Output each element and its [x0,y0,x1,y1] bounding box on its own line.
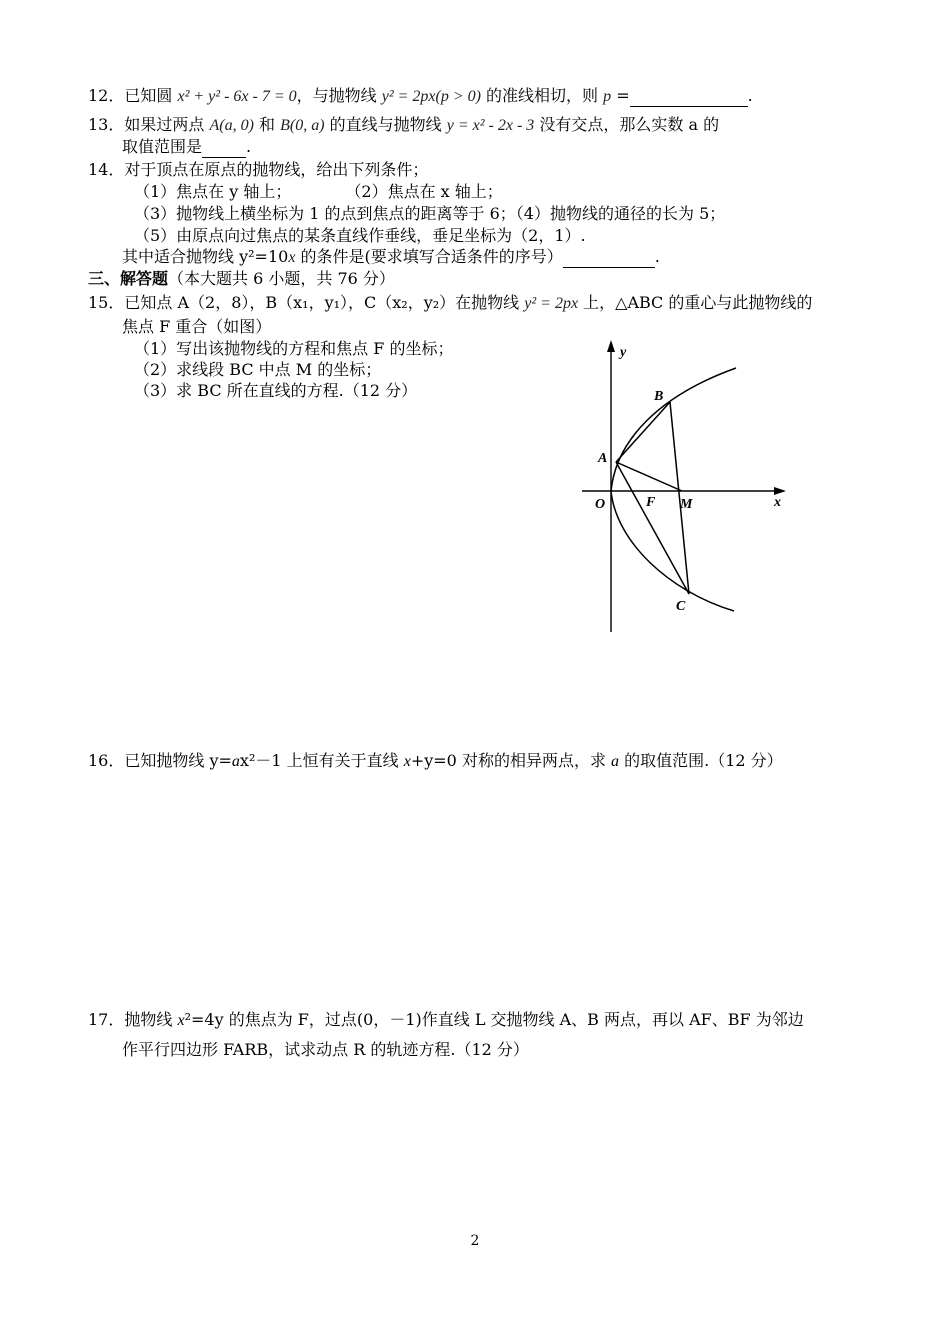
answer-blank[interactable] [563,247,655,268]
section-title: 三、解答题 [88,269,169,288]
label-A: A [598,451,608,466]
variable-a: a [611,753,620,770]
parabola-equation: y² = 2px(p > 0) [381,88,481,105]
section-note: （本大题共 6 小题，共 76 分） [168,269,395,288]
question-number: 15． [88,293,125,312]
text: 的条件是(要求填写合适条件的序号） [295,247,563,266]
question-12 [88,86,753,107]
label-y: y [620,345,627,360]
text: 取值范围是 [122,137,203,156]
question-15-part-1 [134,339,453,359]
text: 作平行四边形 FARB，试求动点 R 的轨迹方程.（12 分） [122,1040,529,1059]
text: 已知点 A（2，8），B（x₁，y₁），C（x₂，y₂）在抛物线 [124,293,525,312]
x-axis-arrow-icon [774,487,786,495]
point-B: B(0, a) [280,117,325,134]
question-15-part-2 [134,360,381,380]
variable-a: a [231,753,240,770]
parabola-equation: y = x² - 2x - 3 [446,117,535,134]
segment-AB [616,402,670,462]
text: . [246,137,252,156]
variable-x: x [288,249,296,266]
parabola-lower-branch [611,491,734,611]
question-14-condition-5 [134,226,586,246]
label-F: F [646,495,656,510]
text: 的准线相切，则 [480,86,604,105]
text: 焦点 F 重合（如图） [122,317,272,336]
text: . [747,86,753,105]
question-16 [88,751,783,772]
text: 对于顶点在原点的抛物线，给出下列条件； [124,160,429,179]
variable-x: x [177,1012,185,1029]
text: +y=0 对称的相异两点，求 [410,751,612,770]
condition-2: （2）焦点在 x 轴上； [345,182,503,201]
variable-p: p [603,88,612,105]
question-number: 12． [88,86,125,105]
label-O: O [595,497,606,512]
text: 如果过两点 [124,115,210,134]
label-x: x [774,495,781,510]
text: x²－1 上恒有关于直线 [239,751,404,770]
question-number: 13． [88,115,125,134]
circle-equation: x² + y² - 6x - 7 = 0 [177,88,297,105]
y-axis-arrow-icon [607,340,615,352]
question-number: 16． [88,751,125,770]
page-number: 2 [470,1233,480,1249]
condition-5: （5）由原点向过焦点的某条直线作垂线，垂足坐标为（2，1）. [134,226,586,245]
condition-3-4: （3）抛物线上横坐标为 1 的点到焦点的距离等于 6；（4）抛物线的通径的长为 5； [134,204,726,223]
text: 已知圆 [124,86,178,105]
label-B: B [654,389,664,404]
text: 的取值范围.（12 分） [619,751,783,770]
answer-blank[interactable] [630,86,748,107]
text: ²=4y 的焦点为 F，过点(0，－1)作直线 L 交抛物线 A、B 两点，再以 AF、BF 为邻边 [184,1010,804,1029]
text: （2）求线段 BC 中点 M 的坐标； [134,360,382,379]
text: 的直线与抛物线 [324,115,447,134]
question-14-conditions-3-4 [134,204,725,224]
median-AM [616,462,682,491]
parabola-upper-branch [611,368,736,491]
question-13 [88,115,719,136]
text: （1）写出该抛物线的方程和焦点 F 的坐标； [134,339,454,358]
text: 已知抛物线 y= [124,751,232,770]
question-15 [88,293,812,314]
text: 其中适合抛物线 y²=10 [122,247,289,266]
text: . [654,247,660,266]
question-15-part-3 [134,381,417,401]
question-15-line2 [122,317,271,337]
question-number: 17． [88,1010,125,1029]
variable-x: x [403,753,411,770]
question-14 [88,160,428,180]
condition-1: （1）焦点在 y 轴上； [134,182,292,201]
parabola-equation: y² = 2px [524,295,579,312]
text: 和 [253,115,281,134]
section-heading [88,269,395,289]
question-number: 14． [88,160,125,179]
label-M: M [680,497,693,512]
question-17 [88,1010,804,1031]
text: 上，△ABC 的重心与此抛物线的 [578,293,813,312]
text: 抛物线 [124,1010,178,1029]
point-A: A(a, 0) [209,117,254,134]
parabola-triangle-figure [578,336,818,636]
text: 没有交点，那么实数 a 的 [534,115,720,134]
answer-blank[interactable] [202,137,246,158]
text: （3）求 BC 所在直线的方程.（12 分） [134,381,418,400]
label-C: C [676,599,686,614]
text: ，与抛物线 [296,86,382,105]
text: = [611,86,630,105]
question-13-line2 [122,137,251,158]
question-14-ask [122,247,660,268]
question-17-line2 [122,1040,529,1060]
question-14-conditions-1-2 [134,182,503,202]
